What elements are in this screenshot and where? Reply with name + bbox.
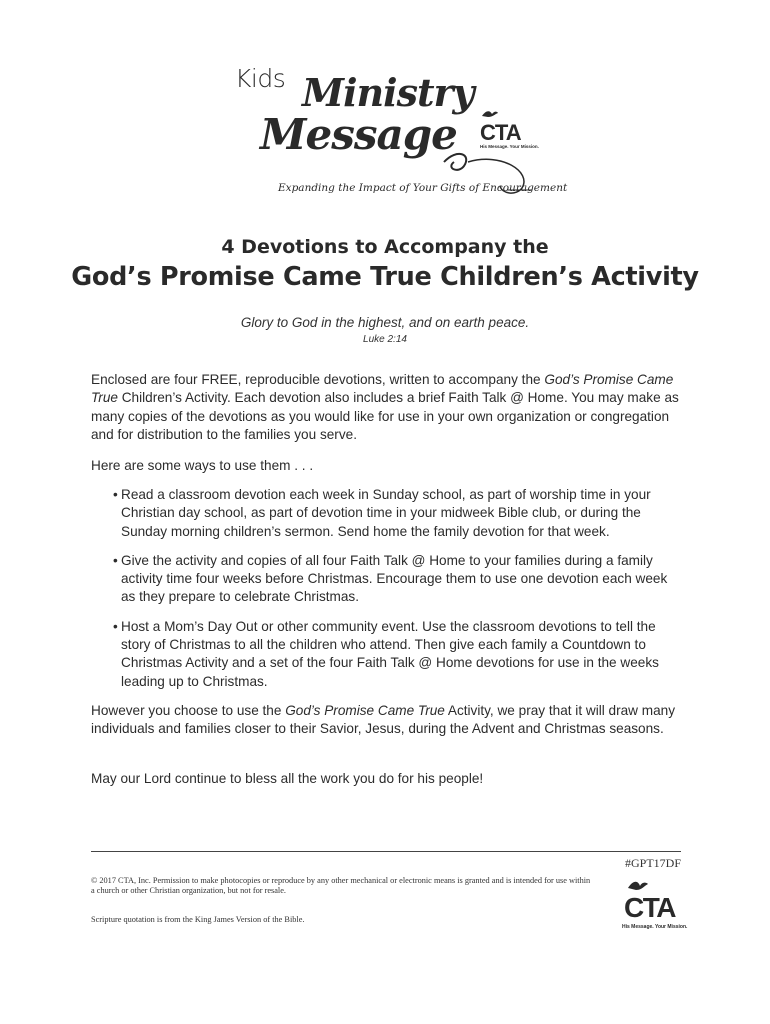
cta-logo-footer bbox=[620, 878, 688, 936]
dove-icon bbox=[480, 108, 500, 120]
ways-list bbox=[114, 486, 684, 702]
page-title: God’s Promise Came True Children’s Activity bbox=[71, 262, 699, 292]
ways-intro: Here are some ways to use them . . . bbox=[91, 458, 314, 473]
list-item-text: Host a Mom’s Day Out or other community event. Use the classroom devotions to tell the story of Christmas to all the children who attend. Then give each family a Countdown to Christmas Activity and a set of the four Faith Talk @ Home devotions for use in the weeks leading up to Christmas. bbox=[121, 618, 659, 689]
cta-footer-tagline: His Message. Your Mission. bbox=[622, 924, 688, 930]
closing-text-a: However you choose to use the bbox=[91, 703, 286, 718]
footer-divider bbox=[91, 851, 681, 852]
intro-text-a: Enclosed are four FREE, reproducible devotions, written to accompany the bbox=[91, 372, 545, 387]
bullet-icon: • bbox=[113, 487, 118, 502]
logo-kids-text: Kids bbox=[235, 64, 286, 93]
cta-logo-tagline: His Message. Your Mission. bbox=[480, 144, 539, 149]
logo-tagline: Expanding the Impact of Your Gifts of Encouragement bbox=[278, 182, 568, 194]
list-item bbox=[114, 552, 684, 607]
closing-paragraph bbox=[91, 702, 681, 739]
closing-text-b: Activity, we pray that it will draw many individuals and families closer to their Savior, Jesus, during the Advent and Christmas seasons. bbox=[91, 703, 676, 737]
page-subtitle: 4 Devotions to Accompany the bbox=[221, 236, 549, 258]
list-item bbox=[114, 486, 684, 541]
intro-activity-name: God’s Promise Came True bbox=[91, 372, 674, 406]
blessing-paragraph: May our Lord continue to bless all the work you do for his people! bbox=[91, 771, 484, 786]
list-item-text: Give the activity and copies of all four Faith Talk @ Home to your families during a family activity time four weeks before Christmas. Encourage them to use one devotion each week as they prepare to celebrate Christmas. bbox=[121, 552, 668, 605]
list-item-text: Read a classroom devotion each week in Sunday school, as part of worship time in your Christian day school, as part of devotion time in your midweek Bible club, or during the Sunday morning children’s sermon. Send home the family devotion for that week. bbox=[121, 487, 651, 539]
cta-logo-text: CTA bbox=[480, 120, 521, 145]
bible-verse: Glory to God in the highest, and on earth peace. bbox=[240, 315, 530, 330]
bullet-icon: • bbox=[113, 552, 118, 568]
closing-activity-name: God’s Promise Came True bbox=[285, 703, 445, 718]
product-code: #GPT17DF bbox=[624, 856, 681, 870]
cta-logo-small bbox=[480, 114, 539, 154]
logo-message-text: Message bbox=[260, 110, 457, 159]
logo-ministry-text: Ministry bbox=[302, 70, 474, 115]
list-item bbox=[114, 618, 684, 691]
scripture-note: Scripture quotation is from the King James Version of the Bible. bbox=[91, 915, 305, 924]
intro-paragraph bbox=[91, 371, 681, 444]
cta-footer-text: CTA bbox=[624, 892, 675, 923]
intro-text-b: Children’s Activity. Each devotion also includes a brief Faith Talk @ Home. You may make as many copies of the devotions as you would like for use in your own organization or congregation and for distribution to the families you serve. bbox=[91, 390, 679, 442]
verse-reference: Luke 2:14 bbox=[363, 334, 407, 345]
copyright-notice: © 2017 CTA, Inc. Permission to make photocopies or reproduce by any other mechanical or electronic means is granted and is intended for use within a church or other Christian organization, but not for resale. bbox=[91, 876, 591, 895]
bullet-icon: • bbox=[113, 618, 118, 634]
kids-ministry-message-logo bbox=[232, 62, 568, 202]
